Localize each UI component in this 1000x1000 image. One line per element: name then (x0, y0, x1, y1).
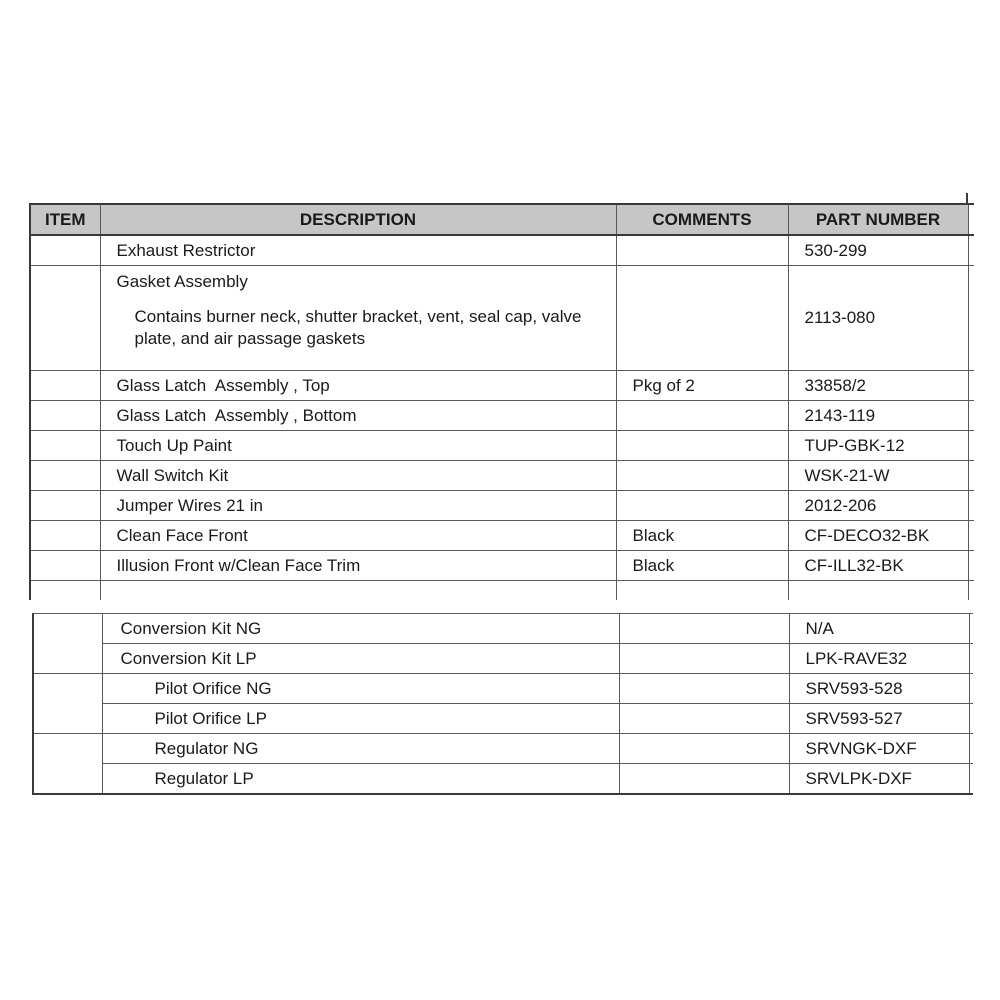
table-row (33, 674, 973, 704)
description-cell (100, 266, 616, 371)
description-cell (100, 581, 616, 601)
part-number-cell: WSK-21-W (788, 461, 968, 491)
table-row (30, 266, 974, 371)
comments-cell (619, 734, 789, 764)
table-row (30, 551, 974, 581)
table-row (33, 644, 973, 674)
comments-cell (616, 581, 788, 601)
table-header-row (30, 204, 974, 235)
comments-cell (616, 266, 788, 371)
part-number-cell: CF-ILL32-BK (788, 551, 968, 581)
extra-cell (969, 644, 973, 674)
table-row (30, 461, 974, 491)
part-number-cell: N/A (789, 614, 969, 644)
table-row (30, 491, 974, 521)
item-cell (30, 461, 100, 491)
part-number-cell: SRV593-527 (789, 704, 969, 734)
extra-cell (968, 491, 974, 521)
table-row (30, 371, 974, 401)
extra-cell (968, 266, 974, 371)
part-number-cell: 33858/2 (788, 371, 968, 401)
item-cell (30, 235, 100, 266)
description-cell: Glass Latch Assembly , Top (100, 371, 616, 401)
table-row (30, 401, 974, 431)
extra-cell (968, 371, 974, 401)
table-row (30, 521, 974, 551)
header-extra (968, 204, 974, 235)
item-cell (30, 551, 100, 581)
description-cell: Pilot Orifice LP (102, 704, 619, 734)
table-row (30, 235, 974, 266)
description-cell: Clean Face Front (100, 521, 616, 551)
extra-cell (969, 734, 973, 764)
header-part-number: PART NUMBER (788, 204, 968, 235)
description-cell: Exhaust Restrictor (100, 235, 616, 266)
description-cell: Conversion Kit LP (102, 644, 619, 674)
part-number-cell: CF-DECO32-BK (788, 521, 968, 551)
item-cell (30, 521, 100, 551)
description-cell: Glass Latch Assembly , Bottom (100, 401, 616, 431)
item-cell (30, 431, 100, 461)
table-row (33, 704, 973, 734)
table-row (33, 764, 973, 795)
comments-cell (619, 644, 789, 674)
extra-cell (968, 521, 974, 551)
description-cell: Jumper Wires 21 in (100, 491, 616, 521)
extra-cell (968, 431, 974, 461)
part-number-cell: 2143-119 (788, 401, 968, 431)
extra-cell (968, 461, 974, 491)
part-number-cell: 2113-080 (788, 266, 968, 371)
item-cell (30, 491, 100, 521)
header-comments: COMMENTS (616, 204, 788, 235)
item-cell (33, 674, 102, 734)
extra-cell (969, 614, 973, 644)
part-number-cell: TUP-GBK-12 (788, 431, 968, 461)
extra-cell (968, 551, 974, 581)
description-cell: Regulator NG (102, 734, 619, 764)
description-cell: Pilot Orifice NG (102, 674, 619, 704)
header-description: DESCRIPTION (100, 204, 616, 235)
part-number-cell (788, 581, 968, 601)
extra-cell (968, 235, 974, 266)
description-note: Contains burner neck, shutter bracket, vent, seal cap, valve plate, and air passage gaskets (134, 307, 582, 348)
comments-cell (616, 235, 788, 266)
item-cell (33, 734, 102, 795)
description-cell: Conversion Kit NG (102, 614, 619, 644)
comments-cell (619, 674, 789, 704)
comments-cell: Black (616, 551, 788, 581)
part-number-cell: 530-299 (788, 235, 968, 266)
comments-cell (619, 614, 789, 644)
description-cell: Wall Switch Kit (100, 461, 616, 491)
description-cell: Illusion Front w/Clean Face Trim (100, 551, 616, 581)
extra-cell (968, 581, 974, 601)
comments-cell (619, 764, 789, 795)
description-cell: Regulator LP (102, 764, 619, 795)
comments-cell: Black (616, 521, 788, 551)
item-cell (33, 614, 102, 674)
extra-cell (969, 764, 973, 795)
table-row (33, 734, 973, 764)
extra-cell (969, 704, 973, 734)
part-number-cell: SRVNGK-DXF (789, 734, 969, 764)
description-cell: Touch Up Paint (100, 431, 616, 461)
comments-cell: Pkg of 2 (616, 371, 788, 401)
part-number-cell: SRV593-528 (789, 674, 969, 704)
comments-cell (616, 401, 788, 431)
part-number-cell: 2012-206 (788, 491, 968, 521)
extra-cell (969, 674, 973, 704)
item-cell (30, 401, 100, 431)
comments-cell (616, 461, 788, 491)
description-title: Gasket Assembly (116, 272, 248, 291)
part-number-cell: LPK-RAVE32 (789, 644, 969, 674)
item-cell (30, 266, 100, 371)
comments-cell (616, 431, 788, 461)
comments-cell (619, 704, 789, 734)
table-row (33, 614, 973, 644)
comments-cell (616, 491, 788, 521)
table-row-blank (30, 581, 974, 601)
header-item: ITEM (30, 204, 100, 235)
item-cell (30, 581, 100, 601)
part-number-cell: SRVLPK-DXF (789, 764, 969, 795)
conversion-parts-table (32, 613, 973, 795)
item-cell (30, 371, 100, 401)
extra-cell (968, 401, 974, 431)
parts-table (29, 203, 974, 600)
table-row (30, 431, 974, 461)
